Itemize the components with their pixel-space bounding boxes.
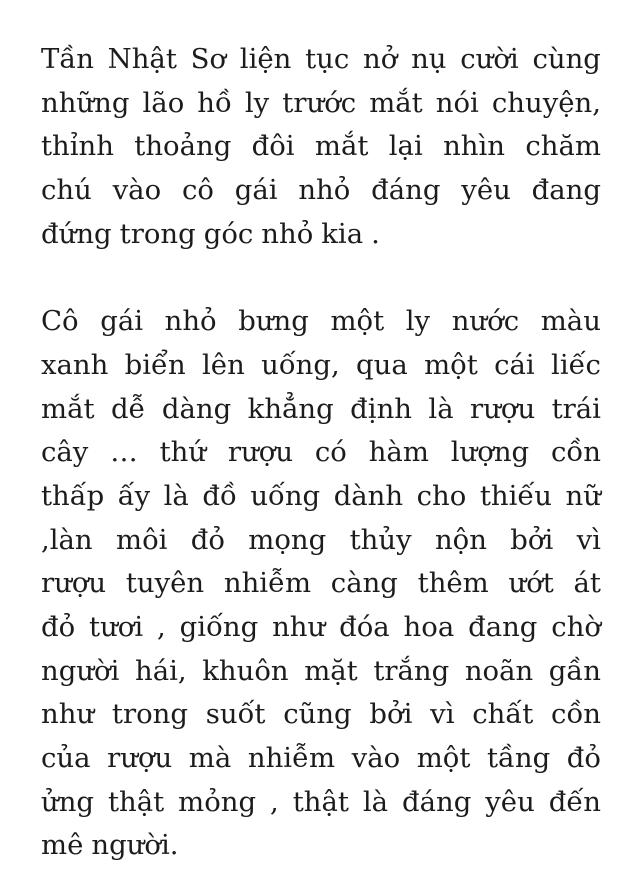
word: liện	[239, 43, 292, 75]
word: cùng	[532, 43, 601, 75]
word: đỏ	[190, 523, 225, 556]
word: định	[350, 392, 412, 425]
word: cồn	[551, 698, 601, 731]
word: màu	[540, 305, 601, 338]
word: mắt	[314, 130, 369, 163]
word: thứ	[159, 436, 207, 469]
text-line	[41, 125, 601, 169]
word: môi	[116, 523, 168, 556]
word: người	[41, 654, 120, 687]
word: trước	[282, 86, 357, 119]
text-line	[41, 562, 601, 606]
word: cây	[41, 436, 89, 469]
word: thêm	[417, 567, 489, 600]
text-line	[41, 213, 601, 257]
word: những	[41, 86, 130, 119]
word: lượng	[450, 436, 530, 469]
word: dễ	[110, 392, 146, 425]
word: xanh	[41, 348, 109, 381]
word: trắng	[373, 654, 450, 687]
word: giống	[179, 610, 259, 643]
reading-page	[41, 38, 601, 868]
word: nói	[435, 86, 479, 119]
word: càng	[330, 567, 398, 600]
word: dàng	[161, 392, 232, 425]
word: rượu	[227, 436, 294, 469]
word: dành	[333, 479, 404, 512]
text-line	[41, 344, 601, 388]
word: Tần	[41, 43, 94, 75]
word: đỏ	[41, 610, 76, 643]
word: cồn	[551, 436, 601, 469]
text-line	[41, 519, 601, 563]
word: thấp	[41, 479, 105, 512]
word: đang	[468, 610, 538, 643]
word: mỏng	[178, 785, 257, 818]
word: thoảng	[134, 130, 232, 163]
word: cũng	[283, 698, 352, 731]
word: gái	[234, 174, 278, 207]
paragraph-1	[41, 38, 601, 256]
word: ướt	[508, 567, 554, 600]
word: nhỏ	[164, 305, 217, 338]
word: đáng	[402, 785, 472, 818]
word: như	[41, 698, 95, 731]
word: khuôn	[202, 654, 289, 687]
text-line	[41, 82, 601, 126]
word: cái	[494, 348, 535, 381]
word: nước	[451, 305, 520, 338]
word: át	[573, 567, 601, 600]
word: tầng	[487, 742, 551, 774]
word: bưng	[238, 305, 309, 338]
word: ly	[244, 86, 270, 119]
text-line	[41, 300, 601, 344]
word: qua	[356, 348, 408, 381]
word: mê	[41, 829, 84, 862]
word: như	[272, 610, 326, 643]
word: noãn	[464, 654, 534, 687]
word: cô	[181, 174, 214, 207]
word: biển	[124, 348, 186, 381]
word: thủy	[349, 523, 412, 556]
word: có	[314, 436, 347, 469]
word: thật	[292, 785, 349, 818]
text-line	[41, 650, 601, 694]
word: mặt	[304, 654, 358, 687]
word: vì	[430, 698, 455, 731]
word: khẳng	[247, 392, 334, 425]
word: mắt	[369, 86, 423, 119]
word: chú	[41, 174, 92, 207]
word: Nhật	[107, 43, 177, 75]
word: đang	[531, 174, 601, 207]
word: nhiễm	[223, 567, 312, 600]
word: ,làn	[41, 523, 93, 556]
word: kia	[321, 217, 364, 250]
word: là	[362, 785, 389, 818]
word: là	[163, 479, 189, 512]
word: lại	[388, 130, 423, 163]
word: rượu	[107, 742, 173, 774]
word: Sơ	[190, 43, 227, 75]
text-line	[41, 693, 601, 737]
word: yêu	[485, 785, 535, 818]
word: thiếu	[479, 479, 552, 512]
word: …	[110, 436, 138, 469]
word: đóa	[339, 610, 390, 643]
word: bởi	[510, 523, 554, 556]
word: đồ	[202, 479, 237, 512]
text-line	[41, 737, 601, 781]
word: gần	[548, 654, 601, 687]
text-line	[41, 781, 601, 825]
word: hoa	[403, 610, 455, 643]
word: chờ	[551, 610, 601, 643]
word: ,	[270, 785, 279, 818]
word: chuyện,	[491, 86, 601, 119]
text-line	[41, 824, 601, 868]
word: suốt	[205, 698, 266, 731]
word: đến	[548, 785, 601, 818]
word: lão	[142, 86, 185, 119]
word: mắt	[41, 392, 95, 425]
word: hái,	[134, 654, 187, 687]
word: nhỏ	[298, 174, 351, 207]
word: đỏ	[566, 742, 601, 774]
word: chăm	[525, 130, 601, 163]
word: uống,	[261, 348, 340, 381]
word: mà	[188, 742, 232, 774]
text-line	[41, 169, 601, 213]
word: đứng	[41, 217, 112, 250]
word: một	[424, 348, 478, 381]
word: tươi	[89, 610, 144, 643]
word: cho	[416, 479, 467, 512]
word: hồ	[197, 86, 232, 119]
word: thật	[107, 785, 165, 818]
word: nữ	[565, 479, 601, 512]
word: gái	[100, 305, 144, 338]
text-line	[41, 431, 601, 475]
word: là	[428, 392, 454, 425]
text-line	[41, 38, 601, 82]
word: rượu	[41, 567, 107, 600]
word: góc	[203, 217, 254, 250]
word: trong	[119, 217, 196, 250]
text-line	[41, 606, 601, 650]
word: nộn	[434, 523, 487, 556]
paragraph-spacer	[41, 256, 601, 300]
word: liếc	[551, 348, 601, 381]
word: đôi	[251, 130, 295, 163]
word: của	[41, 742, 91, 774]
word: nhiễm	[247, 742, 336, 774]
text-line	[41, 388, 601, 432]
word: một	[416, 742, 471, 774]
word: lên	[202, 348, 245, 381]
word: một	[330, 305, 385, 338]
word: uống	[250, 479, 321, 512]
word: trái	[551, 392, 601, 425]
word: người.	[91, 829, 179, 862]
word: rượu	[470, 392, 536, 425]
word: vào	[351, 742, 401, 774]
word: cười	[460, 43, 519, 75]
word: vào	[112, 174, 162, 207]
word: trong	[111, 698, 188, 731]
word: nhỏ	[261, 217, 314, 250]
word: chất	[472, 698, 534, 731]
word: bởi	[369, 698, 413, 731]
word: thỉnh	[41, 130, 114, 163]
word: Cô	[41, 305, 79, 338]
word: tục	[305, 43, 350, 75]
word: ly	[405, 305, 431, 338]
word: hàm	[368, 436, 429, 469]
word: ấy	[117, 479, 151, 512]
text-line	[41, 475, 601, 519]
word: ,	[157, 610, 166, 643]
word: yêu	[461, 174, 511, 207]
word: tuyên	[125, 567, 205, 600]
word: .	[371, 217, 380, 250]
paragraph-2	[41, 300, 601, 868]
word: ửng	[41, 785, 95, 818]
word: nở	[363, 43, 398, 75]
word: vì	[576, 523, 601, 556]
word: mọng	[248, 523, 327, 556]
word: nụ	[411, 43, 447, 75]
word: đáng	[371, 174, 441, 207]
word: nhìn	[443, 130, 506, 163]
